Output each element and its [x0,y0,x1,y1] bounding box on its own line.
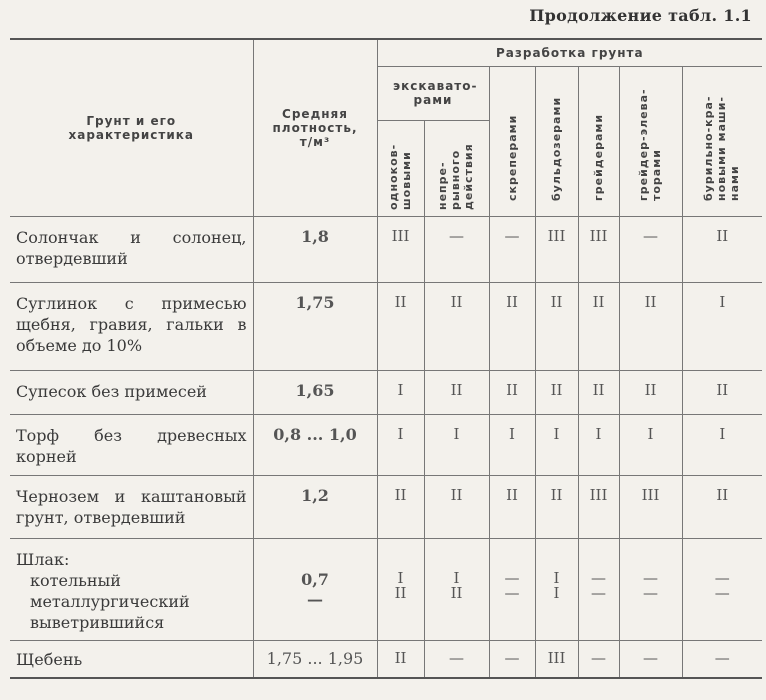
category-cell: I [509,424,515,443]
category-cell: — — [591,568,606,602]
category-cell: I [397,380,404,399]
density-value: 0,7 [301,569,329,589]
category-cell: — [714,648,730,667]
table-row [10,475,762,538]
category-cell: I [719,424,726,443]
table-row [10,216,762,282]
category-cell: — [643,226,658,245]
table-row [10,538,762,640]
density-value: 1,75 [295,292,335,312]
soil-name: Щебень [16,649,83,669]
soil-name: Суглинок с примесью щебня, гравия, гальки в объеме до 10% [16,293,247,355]
soil-table [10,38,762,679]
category-cell: II [592,292,605,311]
table-caption: Продолжение табл. 1.1 [529,6,752,25]
soil-name: Солончак и солонец, отвердевший [16,227,247,268]
category-cell: III [391,226,410,245]
category-cell: II [550,292,563,311]
category-cell: III [589,485,608,504]
category-cell: I I [553,568,560,602]
density-value: 1,2 [301,485,329,505]
category-cell: II [450,485,463,504]
table-row [10,414,762,475]
category-cell: II [450,380,463,399]
density-value: 1,8 [301,226,329,246]
category-cell: II [394,648,407,667]
soil-subtype: металлургический выветрившийся [30,591,190,632]
category-cell: II [506,292,518,311]
soil-subtype: котельный [30,570,121,590]
category-cell: III [589,226,608,245]
category-cell: II [550,485,563,504]
category-cell: II [644,292,657,311]
header-excavators: экскавато-рами [377,66,489,120]
header-single-bucket: одноков-шовыми [377,120,424,216]
soil-name: Супесок без примесей [16,381,207,401]
category-cell: III [547,648,566,667]
density-value: — [307,589,323,609]
header-density: Средняя плотность, т/м³ [253,39,377,216]
category-cell: III [641,485,660,504]
category-cell: I [719,292,726,311]
category-cell: I II [394,568,407,602]
header-continuous: непре-рывного действия [424,120,489,216]
category-cell: II [394,485,407,504]
soil-name: Шлак: котельный металлургический выветрившийся [10,539,253,633]
category-cell: I [553,424,560,443]
category-cell: — — [643,568,658,602]
category-cell: I II [450,568,463,602]
category-cell: II [592,380,605,399]
category-cell: — [643,648,658,667]
density-value: 1,65 [295,380,335,400]
category-cell: II [506,380,518,399]
category-cell: — [449,226,464,245]
category-cell: II [450,292,463,311]
category-cell: II [394,292,407,311]
category-cell: — — [504,568,520,602]
soil-name: Торф без древесных корней [16,425,247,466]
header-bulldozers: бульдозерами [535,66,578,216]
category-cell: I [397,424,404,443]
category-cell: I [453,424,460,443]
header-graders: грейдерами [578,66,619,216]
category-cell: II [716,380,729,399]
header-soil: Грунт и его характеристика [10,39,253,216]
category-cell: — [504,648,520,667]
header-grader-elevators: грейдер-элева-торами [619,66,682,216]
category-cell: II [716,226,729,245]
category-cell: I [647,424,654,443]
category-cell: II [716,485,729,504]
header-scrapers: скреперами [489,66,535,216]
category-cell: — [504,226,520,245]
table-row [10,640,762,678]
category-cell: II [644,380,657,399]
category-cell: — [591,648,606,667]
category-cell: III [547,226,566,245]
density-value: 0,8 ... 1,0 [273,424,357,444]
table-row [10,370,762,414]
table-row [10,282,762,370]
header-drilling-machines: бурильно-кра-новыми маши-нами [682,66,762,216]
soil-name: Чернозем и каштановый грунт, отвердевший [16,486,247,527]
category-cell: II [550,380,563,399]
header-development: Разработка грунта [377,39,762,66]
category-cell: — [449,648,464,667]
category-cell: — — [714,568,730,602]
category-cell: II [506,485,518,504]
category-cell: I [595,424,602,443]
density-value: 1,75 ... 1,95 [266,648,364,668]
